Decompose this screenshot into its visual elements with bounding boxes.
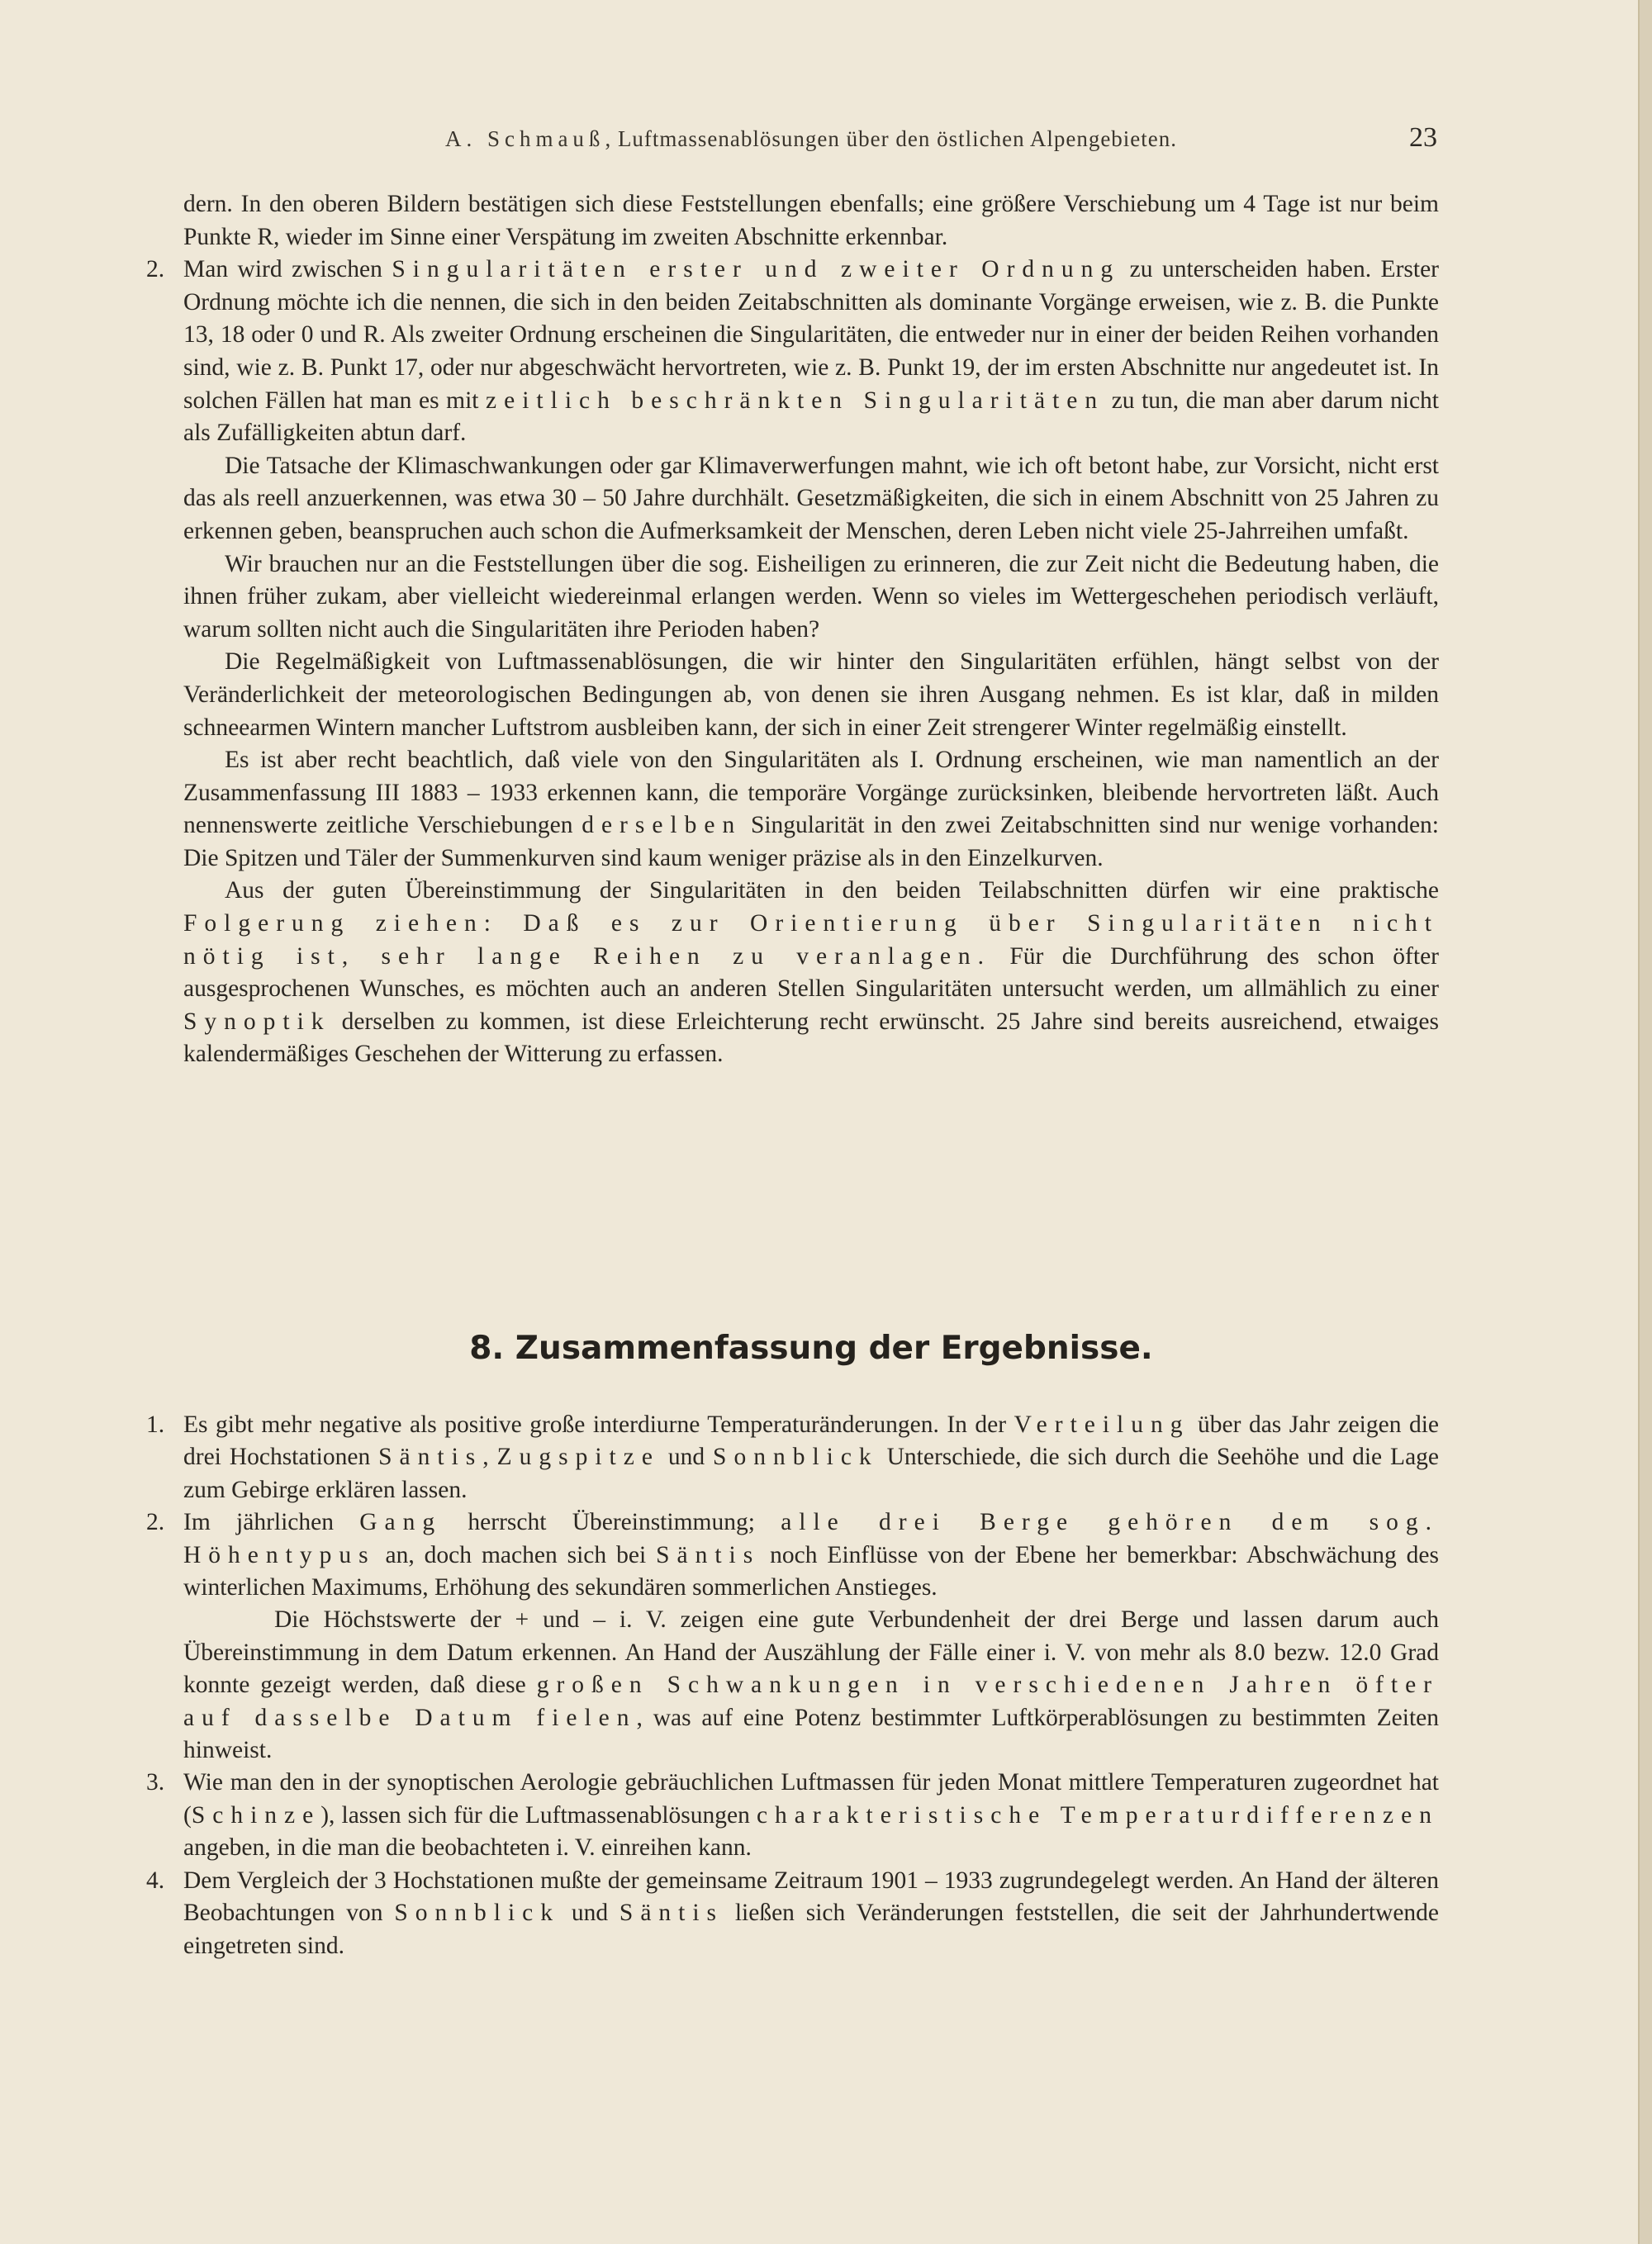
spaced-term: charakteristische Temperaturdifferenzen <box>756 1801 1439 1829</box>
text-run: Es ist aber recht beachtlich, daß viele von den Singularitäten als I. Ordnung erscheinen, wie man namentlich an der Zusammenfassung III 1883 – 1933 erkennen kann, die temporäre Vorgänge zurücksinken, bleibende hervortreten läßt. Auch nennenswerte zeitliche Verschiebungen <box>183 747 1439 839</box>
section-heading: 8. Zusammenfassung der Ergebnisse. <box>469 1330 1153 1367</box>
text-run: Im jährlichen <box>183 1509 360 1536</box>
header-author: A. Schmauß <box>444 126 605 151</box>
item-number: 2. <box>146 256 165 283</box>
list-item-2 <box>146 254 1439 450</box>
spaced-term: zeitlich beschränkten Singularitäten <box>486 387 1105 414</box>
text-run: Die Höchstswerte der + und – i. V. zeigen eine gute Verbundenheit der drei Berge und lassen darum auch Übereinstimmung in dem Datum erkennen. An Hand der Auszählung der Fälle einer i. V. von mehr als 8.0 bezw. 12.0 Grad konnte gezeigt werden, daß diese <box>183 1606 1439 1699</box>
paragraph-5: Die Regelmäßigkeit von Luftmassenablösungen, die wir hinter den Singularitäten erfühlen, hängt selbst von der Veränderlichkeit der meteorologischen Bedingungen ab, von denen sie ihren Ausgang nehmen. Es ist klar, daß in milden schneearmen Wintern mancher Luftstrom ausbleiben kann, der sich in einer Zeit strengerer Winter regelmäßig einstellt. <box>183 648 1439 741</box>
text-run: Man wird zwischen <box>183 256 392 283</box>
item-number: 2. <box>146 1509 165 1536</box>
spaced-term: großen Schwankungen in verschiedenen Jahren öfter auf dasselbe Datum fielen <box>183 1672 1440 1731</box>
text-run: zu tun, die man aber darum nicht als Zufälligkeiten abtun darf. <box>183 387 1439 447</box>
summary-item-3 <box>146 1767 1439 1864</box>
body-text <box>146 188 1439 1071</box>
spaced-term: Synoptik <box>183 1008 331 1035</box>
text-run: Wie man den in der synoptischen Aerologie gebräuchlichen Luftmassen für jeden Monat mittlere Temperaturen zugeordnet hat ( <box>183 1769 1439 1829</box>
text-run: herrscht Übereinstimmung; <box>442 1509 781 1536</box>
summary-item-2-paragraph <box>183 1604 1439 1767</box>
spaced-term: Folgerung ziehen: Daß es zur Orientierung über Singularitäten nicht nötig ist, sehr lange Reihen zu veranlagen. <box>183 910 1439 970</box>
text-run: Aus der guten Übereinstimmung der Singularitäten in den beiden Teilabschnitten dürfen wir eine praktische <box>225 877 1439 904</box>
spaced-term: Singularitäten erster und zweiter Ordnung <box>392 256 1121 283</box>
item-number: 4. <box>146 1867 165 1894</box>
page-number: 23 <box>1409 122 1437 153</box>
spaced-term: Zugspitze <box>496 1444 660 1471</box>
text-run: , <box>482 1444 497 1471</box>
text-run: ), lassen sich für die Luftmassenablösungen <box>320 1801 757 1829</box>
paragraph-3: Die Tatsache der Klimaschwankungen oder gar Klimaverwerfungen mahnt, wie ich oft betont habe, zur Vorsicht, nicht erst das als reell anzuerkennen, was etwa 30 – 50 Jahre durchhält. Gesetzmäßigkeiten, die sich in einem Abschnitt von 25 Jahren zu erkennen geben, beanspruchen auch schon die Aufmerksamkeit der Menschen, deren Leben nicht viele 25-Jahrreihen umfaßt. <box>183 452 1439 544</box>
text-run: an, doch machen sich bei <box>375 1541 657 1568</box>
text-run: derselben zu kommen, ist diese Erleichterung recht erwünscht. 25 Jahre sind bereits ausreichend, etwaiges kalendermäßiges Geschehen der Witterung zu erfassen. <box>183 1008 1439 1068</box>
text-run: und <box>659 1444 714 1471</box>
text-run: über das Jahr zeigen die drei Hochstationen <box>183 1411 1440 1471</box>
spaced-term: Säntis <box>378 1444 483 1471</box>
text-run: angeben, in die man die beobachteten i. V. einreihen kann. <box>183 1834 752 1862</box>
text-run: noch Einflüsse von der Ebene her bemerkbar: Abschwächung des winterlichen Maximums, Erhöhung des sekundären sommerlichen Anstieges. <box>183 1541 1439 1601</box>
spaced-term: Säntis <box>656 1541 761 1568</box>
text-run: Singularität in den zwei Zeitabschnitten sind nur wenige vorhanden: Die Spitzen und Täler der Summenkurven sind kaum weniger präzise als in den Einzelkurven. <box>183 812 1439 871</box>
paragraph-6 <box>183 744 1439 875</box>
paragraph-4: Wir brauchen nur an die Feststellungen über die sog. Eisheiligen zu erinneren, die zur Zeit nicht die Bedeutung haben, die ihnen früher zukam, aber vielleicht wiedereinmal erlangen werden. Wenn so vieles im Wettergeschehen periodisch verläuft, warum sollten nicht auch die Singularitäten ihre Perioden haben? <box>183 550 1439 643</box>
summary-list <box>146 1409 1440 1962</box>
spaced-term: Gang <box>359 1509 443 1536</box>
spaced-term: alle drei Berge gehören dem sog. Höhentypus <box>183 1509 1440 1568</box>
text-run: Für die Durchführung des schon öfter ausgesprochenen Wunsches, es möchten auch an anderen Stellen Singularitäten untersucht werden, um allmählich zu einer <box>183 942 1439 1003</box>
text-run: , was auf eine Potenz bestimmter Luftkörperablösungen zu bestimmten Zeiten hinweist. <box>183 1704 1439 1764</box>
text-run: und <box>560 1900 620 1927</box>
paragraph-7 <box>183 875 1439 1071</box>
text-run: Es gibt mehr negative als positive große interdiurne Temperaturänderungen. In der <box>183 1411 1014 1438</box>
book-gutter <box>1638 0 1652 2244</box>
spaced-term: Verteilung <box>1014 1411 1190 1438</box>
text-run: zu unterscheiden haben. Erster Ordnung möchte ich die nennen, die sich in den beiden Zeitabschnitten als dominante Vorgänge erweisen, wie z. B. die Punkte 13, 18 oder 0 und R. Als zweiter Ordnung erscheinen die Singularitäten, die entweder nur in einer der beiden Reihen vorhanden sind, wie z. B. Punkt 17, oder nur abgeschwächt hervortreten, wie z. B. Punkt 19, der im ersten Abschnitte nur angedeutet ist. In solchen Fällen hat man es mit <box>183 256 1439 414</box>
summary-item-2 <box>146 1506 1440 1604</box>
running-header <box>183 126 1439 152</box>
item-number: 1. <box>146 1411 165 1438</box>
header-title: , Luftmassenablösungen über den östlichen Alpengebieten. <box>605 126 1178 151</box>
paragraph-1: dern. In den oberen Bildern bestätigen sich diese Feststellungen ebenfalls; eine größere Verschiebung um 4 Tage ist nur beim Punkte R, wieder im Sinne einer Verspätung im zweiten Abschnitte erkennbar. <box>183 191 1439 250</box>
spaced-term: Sonnblick <box>713 1444 879 1471</box>
spaced-term: derselben <box>582 812 743 839</box>
spaced-term: Sonnblick <box>394 1900 561 1927</box>
spaced-term: Schinze <box>191 1801 321 1829</box>
text-run: ließen sich Veränderungen feststellen, die seit der Jahrhundertwende eingetreten sind. <box>183 1900 1440 1959</box>
summary-item-4 <box>146 1865 1440 1962</box>
item-number: 3. <box>146 1769 165 1796</box>
spaced-term: Säntis <box>619 1900 724 1927</box>
summary-item-1 <box>146 1409 1440 1506</box>
text-run: Dem Vergleich der 3 Hochstationen mußte der gemeinsame Zeitraum 1901 – 1933 zugrundegelegt werden. An Hand der älteren Beobachtungen von <box>183 1867 1439 1927</box>
text-run: Unterschiede, die sich durch die Seehöhe und die Lage zum Gebirge erklären lassen. <box>183 1444 1440 1503</box>
